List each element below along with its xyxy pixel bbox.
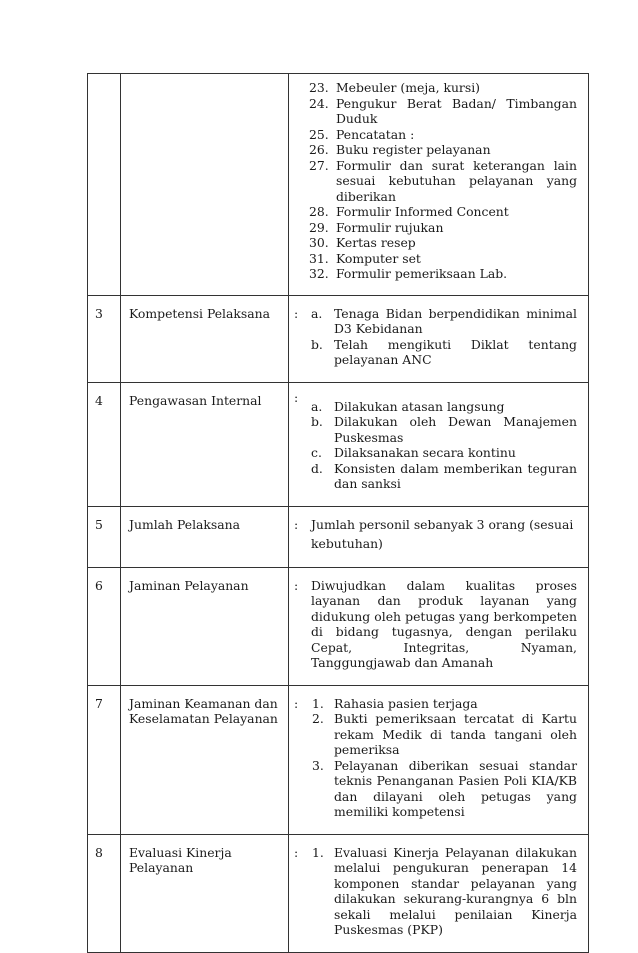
- component-cell: Jaminan Pelayanan: [121, 567, 289, 685]
- list-item: 28. Formulir Informed Concent: [309, 204, 509, 219]
- table-row-pengawasan: [88, 382, 589, 506]
- list-item: a. Dilakukan atasan langsung: [311, 398, 505, 414]
- paragraph: Jumlah personil sebanyak 3 orang (sesuai kebutuhan): [311, 516, 574, 551]
- component-cell: Kompetensi Pelaksana: [121, 295, 289, 382]
- list-item: 25. Pencatatan :: [309, 126, 415, 142]
- table-row-jumlah-pelaksana: [88, 506, 589, 567]
- description-cell: [289, 74, 589, 296]
- table-row-equipment-continued: [88, 74, 589, 296]
- description-cell: : a. Tenaga Bidan berpendidikan minimal D3 Kebidanan b. Telah mengikuti Diklat tentang pelayanan ANC: [289, 295, 589, 382]
- list-item: b. Telah mengikuti Diklat tentang pelayanan ANC: [311, 336, 577, 367]
- table-row-evaluasi-kinerja: [88, 834, 589, 952]
- list-item: 27. Formulir dan surat keterangan lain sesuai kebutuhan pelayanan yang diberikan: [309, 157, 577, 204]
- row-number-cell: [88, 74, 121, 296]
- row-number-cell: 4: [88, 382, 121, 506]
- row-number-cell: 5: [88, 506, 121, 567]
- description-cell: : Diwujudkan dalam kualitas proses layanan dan produk layanan yang didukung oleh petugas yang berkompeten di bidang tugasnya, dengan perilaku Cepat, Integritas, Nyaman, Tanggungjawab dan Amanah: [289, 567, 589, 685]
- description-cell: : 1. Rahasia pasien terjaga 2. Bukti pemeriksaan tercatat di Kartu rekam Medik di tanda tangani oleh pemeriksa 3. Pelayanan diberikan sesuai standar teknis Penanganan Pasien Poli KIA/KB dan dilayani oleh petugas yang memiliki kompetensi: [289, 685, 589, 834]
- list-item: 2. Bukti pemeriksaan tercatat di Kartu rekam Medik di tanda tangani oleh pemeriksa: [312, 711, 577, 757]
- component-cell: Pengawasan Internal: [121, 382, 289, 506]
- list-item: 31. Komputer set: [309, 250, 421, 266]
- equipment-list: [309, 80, 577, 282]
- list-item: d. Konsisten dalam memberikan teguran dan sanksi: [311, 460, 577, 491]
- component-cell: [121, 74, 289, 296]
- list-item: a. Tenaga Bidan berpendidikan minimal D3 Kebidanan: [311, 305, 577, 336]
- description-cell: : 1. Evaluasi Kinerja Pelayanan dilakukan melalui pengukuran penerapan 14 komponen standar pelayanan yang dilakukan sekurang-kurangnya 6 bln sekali melalui penilaian Kinerja Puskesmas (PKP): [289, 834, 589, 952]
- list-item: 26. Buku register pelayanan: [309, 142, 491, 157]
- row-number-cell: 6: [88, 567, 121, 685]
- list-item: 1. Rahasia pasien terjaga: [312, 695, 478, 711]
- description-cell: : Jumlah personil sebanyak 3 orang (sesuai kebutuhan): [289, 506, 589, 567]
- table-row-jaminan-pelayanan: [88, 567, 589, 685]
- list-item: 30. Kertas resep: [309, 235, 416, 250]
- table-row-kompetensi: [88, 295, 589, 382]
- list-item: 29. Formulir rujukan: [309, 219, 444, 235]
- component-cell: Jumlah Pelaksana: [121, 506, 289, 567]
- component-cell: Evaluasi Kinerja Pelayanan: [121, 834, 289, 952]
- row-number-cell: 3: [88, 295, 121, 382]
- list-item: 23. Mebeuler (meja, kursi): [309, 80, 481, 95]
- paragraph: Diwujudkan dalam kualitas proses layanan dan produk layanan yang didukung oleh petugas yang berkompeten di bidang tugasnya, dengan perilaku Cepat, Integritas, Nyaman, Tanggungjawab dan Amanah: [311, 577, 577, 670]
- row-number-cell: 8: [88, 834, 121, 952]
- list-item: 24. Pengukur Berat Badan/ Timbangan Duduk: [309, 95, 577, 126]
- description-cell: : a. Dilakukan atasan langsung b. Dilakukan oleh Dewan Manajemen Puskesmas c. Dilaksanakan secara kontinu d. Konsisten dalam memberikan teguran dan sanksi: [289, 382, 589, 506]
- list-item: 32. Formulir pemeriksaan Lab.: [309, 266, 508, 281]
- list-item: 1. Evaluasi Kinerja Pelayanan dilakukan melalui pengukuran penerapan 14 komponen standar pelayanan yang dilakukan sekurang-kurangnya 6 bln sekali melalui penilaian Kinerja Puskesmas (PKP): [312, 844, 577, 937]
- list-item: c. Dilaksanakan secara kontinu: [311, 445, 516, 460]
- list-item: 3. Pelayanan diberikan sesuai standar teknis Penanganan Pasien Poli KIA/KB dan dilayani oleh petugas yang memiliki kompetensi: [312, 757, 577, 819]
- list-item: b. Dilakukan oleh Dewan Manajemen Puskesmas: [311, 414, 577, 445]
- row-number-cell: 7: [88, 685, 121, 834]
- component-cell: Jaminan Keamanan dan Keselamatan Pelayanan: [121, 685, 289, 834]
- service-standard-table: [87, 73, 589, 953]
- table-row-jaminan-keamanan: [88, 685, 589, 834]
